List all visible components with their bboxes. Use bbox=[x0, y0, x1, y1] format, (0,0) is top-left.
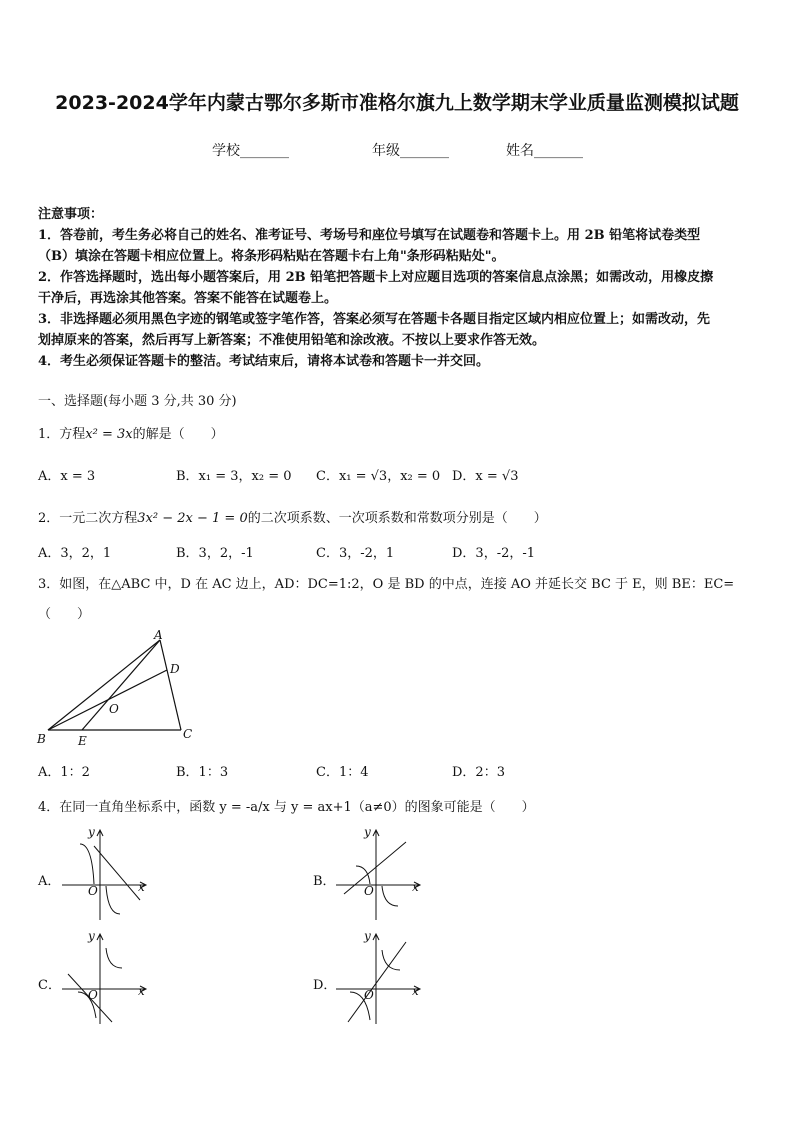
q2-option-d: D．3，-2，-1 bbox=[452, 546, 536, 561]
hyperbola-branch-upper bbox=[80, 844, 94, 884]
q1-equation: x² = 3x bbox=[85, 427, 133, 442]
hyperbola-branch-upper bbox=[106, 948, 122, 968]
page-title: 2023-2024学年内蒙古鄂尔多斯市准格尔旗九上数学期末学业质量监测模拟试题 bbox=[55, 92, 739, 114]
q4-graph-c bbox=[60, 926, 160, 1026]
label-c: C bbox=[183, 727, 193, 741]
q1-stem bbox=[38, 423, 224, 442]
q3-stem-line-2: （ ） bbox=[38, 607, 91, 622]
label-a: A bbox=[154, 628, 163, 642]
q4-option-d: D． bbox=[313, 978, 337, 993]
q4-graph-d bbox=[330, 926, 430, 1026]
notice-line-4: 干净后，再选涂其他答案。答案不能答在试题卷上。 bbox=[38, 291, 338, 306]
line-graph bbox=[348, 942, 406, 1022]
y-axis-label: y bbox=[88, 825, 95, 839]
hyperbola-branch-upper bbox=[382, 950, 400, 970]
notice-line-2: （B）填涂在答题卡相应位置上。将条形码粘贴在答题卡右上角"条形码粘贴处"。 bbox=[38, 249, 505, 264]
y-axis-label: y bbox=[364, 929, 371, 943]
name-field: 姓名_______ bbox=[506, 143, 583, 159]
q2-option-b: B．3，2，-1 bbox=[176, 546, 254, 561]
q4-option-a: A． bbox=[38, 874, 61, 889]
origin-label: O bbox=[88, 988, 98, 1002]
origin-label: O bbox=[364, 884, 374, 898]
q3-option-a: A．1：2 bbox=[38, 765, 90, 780]
hyperbola-branch-left bbox=[356, 866, 370, 884]
label-b: B bbox=[37, 732, 46, 746]
q2-prefix: 2．一元二次方程 bbox=[38, 511, 138, 526]
q2-stem bbox=[38, 507, 547, 526]
q2-option-a: A．3，2，1 bbox=[38, 546, 112, 561]
y-axis-label: y bbox=[88, 929, 95, 943]
segment-ae bbox=[82, 640, 160, 730]
side-ba bbox=[48, 640, 160, 730]
x-axis-label: x bbox=[138, 880, 145, 894]
q1-option-c: C．x₁ = √3，x₂ = 0 bbox=[316, 469, 441, 484]
y-axis-label: y bbox=[364, 825, 371, 839]
q2-suffix: 的二次项系数、一次项系数和常数项分别是（ ） bbox=[247, 511, 547, 526]
line-graph bbox=[344, 842, 406, 894]
q4-graph-a bbox=[60, 822, 160, 922]
notice-line-6: 划掉原来的答案，然后再写上新答案；不准使用铅笔和涂改液。不按以上要求作答无效。 bbox=[38, 333, 546, 348]
q4-option-c: C． bbox=[38, 978, 61, 993]
q3-option-b: B．1：3 bbox=[176, 765, 229, 780]
notice-line-7: 4．考生必须保证答题卡的整洁。考试结束后，请将本试卷和答题卡一并交回。 bbox=[38, 354, 490, 369]
q4-option-b: B． bbox=[313, 874, 336, 889]
q2-option-c: C．3，-2，1 bbox=[316, 546, 395, 561]
label-e: E bbox=[78, 734, 87, 748]
notice-line-5: 3．非选择题必须用黑色字迹的钢笔或签字笔作答，答案必须写在答题卡各题目指定区域内相应位置上；如需改动，先 bbox=[38, 312, 711, 327]
grade-field: 年级_______ bbox=[372, 143, 449, 159]
notice-heading: 注意事项： bbox=[38, 207, 104, 222]
q1-prefix: 1．方程 bbox=[38, 427, 86, 442]
q4-graph-b bbox=[330, 822, 430, 922]
hyperbola-branch-lower bbox=[106, 886, 120, 914]
side-ac bbox=[160, 640, 181, 730]
school-field: 学校_______ bbox=[212, 143, 289, 159]
x-axis-label: x bbox=[412, 984, 419, 998]
line-graph bbox=[94, 846, 140, 900]
label-d: D bbox=[170, 662, 180, 676]
q1-option-d: D．x = √3 bbox=[452, 469, 519, 484]
hyperbola-branch-right bbox=[382, 886, 398, 906]
q3-option-c: C．1：4 bbox=[316, 765, 369, 780]
q3-stem-line-1: 3．如图，在△ABC 中，D 在 AC 边上，AD：DC=1:2，O 是 BD 的中点，连接 AO 并延长交 BC 于 E，则 BE：EC= bbox=[38, 577, 735, 592]
q3-triangle-figure bbox=[30, 628, 220, 750]
label-o: O bbox=[109, 702, 119, 716]
origin-label: O bbox=[364, 988, 374, 1002]
q3-option-d: D．2：3 bbox=[452, 765, 505, 780]
notice-line-3: 2．作答选择题时，选出每小题答案后，用 2B 铅笔把答题卡上对应题目选项的答案信息点涂黑；如需改动，用橡皮擦 bbox=[38, 270, 714, 285]
x-axis-label: x bbox=[412, 880, 419, 894]
notice-line-1: 1．答卷前，考生务必将自己的姓名、准考证号、考场号和座位号填写在试题卷和答题卡上。用 2B 铅笔将试卷类型 bbox=[38, 228, 701, 243]
q2-equation: 3x² − 2x − 1 = 0 bbox=[137, 511, 248, 526]
q1-option-b: B．x₁ = 3，x₂ = 0 bbox=[176, 469, 292, 484]
origin-label: O bbox=[88, 884, 98, 898]
q4-stem: 4．在同一直角坐标系中，函数 y = -a/x 与 y = ax+1（a≠0）的图象可能是（ ） bbox=[38, 800, 535, 815]
section-heading: 一、选择题(每小题 3 分,共 30 分) bbox=[38, 394, 237, 409]
q1-suffix: 的解是（ ） bbox=[132, 427, 224, 442]
q1-option-a: A．x = 3 bbox=[38, 469, 96, 484]
x-axis-label: x bbox=[138, 984, 145, 998]
